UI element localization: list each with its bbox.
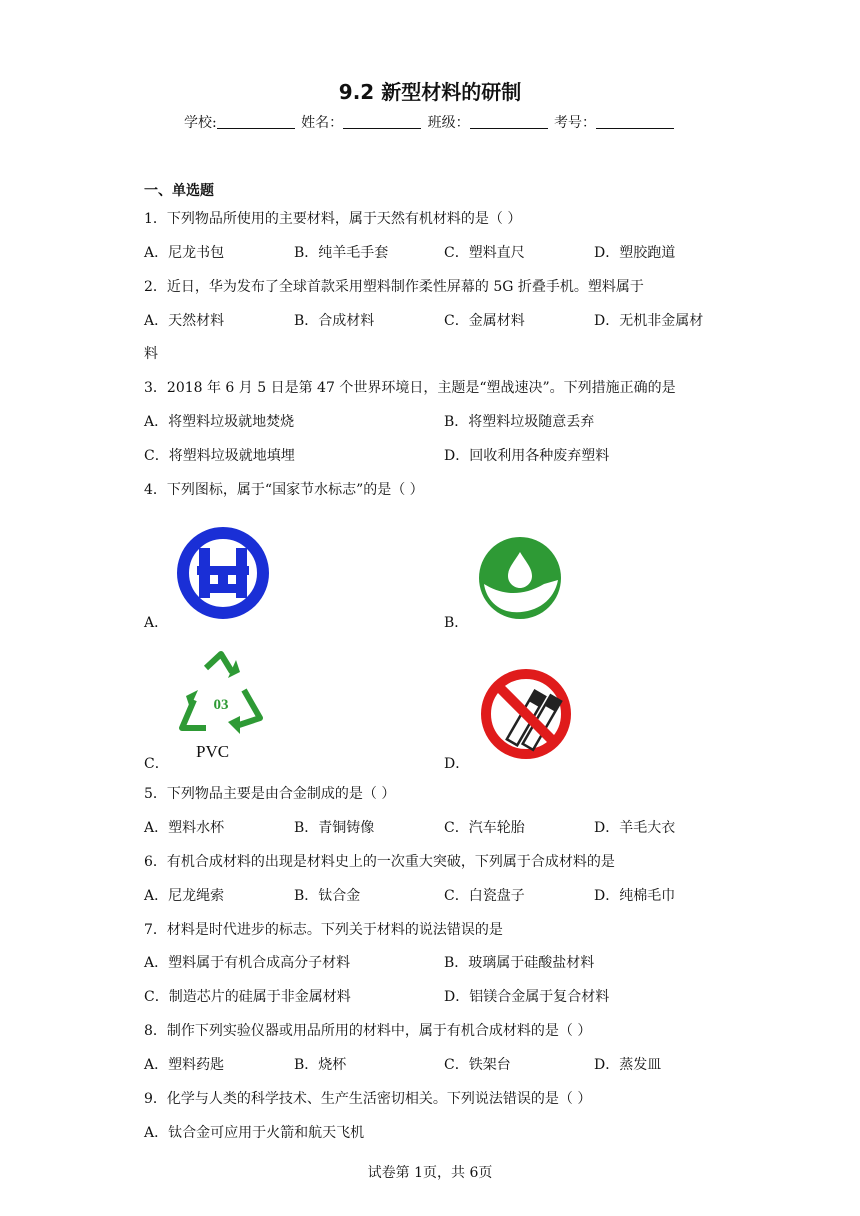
q6-option-d[interactable]: D．纯棉毛巾 [594,888,676,904]
q2-option-a[interactable]: A．天然材料 [144,313,225,329]
q1-option-b[interactable]: B．纯羊毛手套 [294,245,389,261]
question-1: 1．下列物品所使用的主要材料，属于天然有机材料的是（ ） [144,211,522,227]
q1-option-c[interactable]: C．塑料直尺 [444,245,525,261]
q2-option-b[interactable]: B．合成材料 [294,313,375,329]
question-7: 7．材料是时代进步的标志。下列关于材料的说法错误的是 [144,922,503,938]
school-label: 学校: [183,115,217,131]
q8-option-b[interactable]: B．烧杯 [294,1057,347,1073]
q1-option-a[interactable]: A．尼龙书包 [144,245,225,261]
exam-number-blank[interactable] [596,114,674,129]
q3-option-c[interactable]: C．将塑料垃圾就地填埋 [144,448,295,464]
pvc-label: PVC [196,742,230,761]
q7-option-d[interactable]: D．铝镁合金属于复合材料 [444,989,610,1005]
q6-option-c[interactable]: C．白瓷盘子 [444,888,525,904]
q4-option-a[interactable]: A． [144,615,169,631]
q9-option-a[interactable]: A．钛合金可应用于火箭和航天飞机 [144,1125,365,1141]
section-title: 一、单选题 [144,183,214,199]
q8-option-a[interactable]: A．塑料药匙 [144,1057,225,1073]
q5-option-a[interactable]: A．塑料水杯 [144,820,225,836]
question-6: 6．有机合成材料的出现是材料史上的一次重大突破，下列属于合成材料的是 [144,854,615,870]
q7-option-a[interactable]: A．塑料属于有机合成高分子材料 [144,955,351,971]
class-label: 班级： [427,115,470,131]
recycle-code-label: 03 [213,697,229,713]
q5-option-b[interactable]: B．青铜铸像 [294,820,375,836]
q5-option-d[interactable]: D．羊毛大衣 [594,820,676,836]
water-saving-logo-icon[interactable] [176,526,270,620]
q5-option-c[interactable]: C．汽车轮胎 [444,820,525,836]
q7-option-b[interactable]: B．玻璃属于硅酸盐材料 [444,955,595,971]
q2-option-d-wrap: 料 [144,346,158,362]
q2-option-d[interactable]: D．无机非金属材 [594,313,704,329]
no-smoking-icon[interactable] [478,666,574,762]
q8-option-d[interactable]: D．蒸发皿 [594,1057,662,1073]
page-title: 9.2 新型材料的研制 [338,80,522,104]
name-label: 姓名： [301,115,344,131]
q3-option-d[interactable]: D．回收利用各种废弃塑料 [444,448,610,464]
page-footer: 试卷第 1页，共 6页 [367,1165,493,1181]
question-5: 5．下列物品主要是由合金制成的是（ ） [144,786,396,802]
q6-option-a[interactable]: A．尼龙绳索 [144,888,225,904]
name-blank[interactable] [343,114,421,129]
green-water-drop-logo-icon[interactable] [476,536,564,620]
question-2: 2．近日，华为发布了全球首款采用塑料制作柔性屏幕的 5G 折叠手机。塑料属于 [144,279,644,295]
q3-option-b[interactable]: B．将塑料垃圾随意丢弃 [444,414,595,430]
question-4: 4．下列图标，属于“国家节水标志”的是（ ） [144,482,424,498]
q4-option-c[interactable]: C． [144,756,169,772]
exam-number-label: 考号： [554,115,597,131]
question-8: 8．制作下列实验仪器或用品所用的材料中，属于有机合成材料的是（ ） [144,1023,592,1039]
q3-option-a[interactable]: A．将塑料垃圾就地焚烧 [144,414,295,430]
q1-option-d[interactable]: D．塑胶跑道 [594,245,676,261]
school-blank[interactable] [217,114,295,129]
q8-option-c[interactable]: C．铁架台 [444,1057,511,1073]
q4-option-b[interactable]: B． [444,615,469,631]
q4-option-d[interactable]: D． [444,756,470,772]
student-info-line [0,112,860,132]
class-blank[interactable] [470,114,548,129]
q2-option-c[interactable]: C．金属材料 [444,313,525,329]
q7-option-c[interactable]: C．制造芯片的硅属于非金属材料 [144,989,351,1005]
q6-option-b[interactable]: B．钛合金 [294,888,361,904]
question-3: 3．2018 年 6 月 5 日是第 47 个世界环境日，主题是“塑战速决”。下列措施正确的是 [144,380,676,396]
pvc-recycle-icon[interactable] [172,650,270,742]
question-9: 9．化学与人类的科学技术、生产生活密切相关。下列说法错误的是（ ） [144,1091,592,1107]
